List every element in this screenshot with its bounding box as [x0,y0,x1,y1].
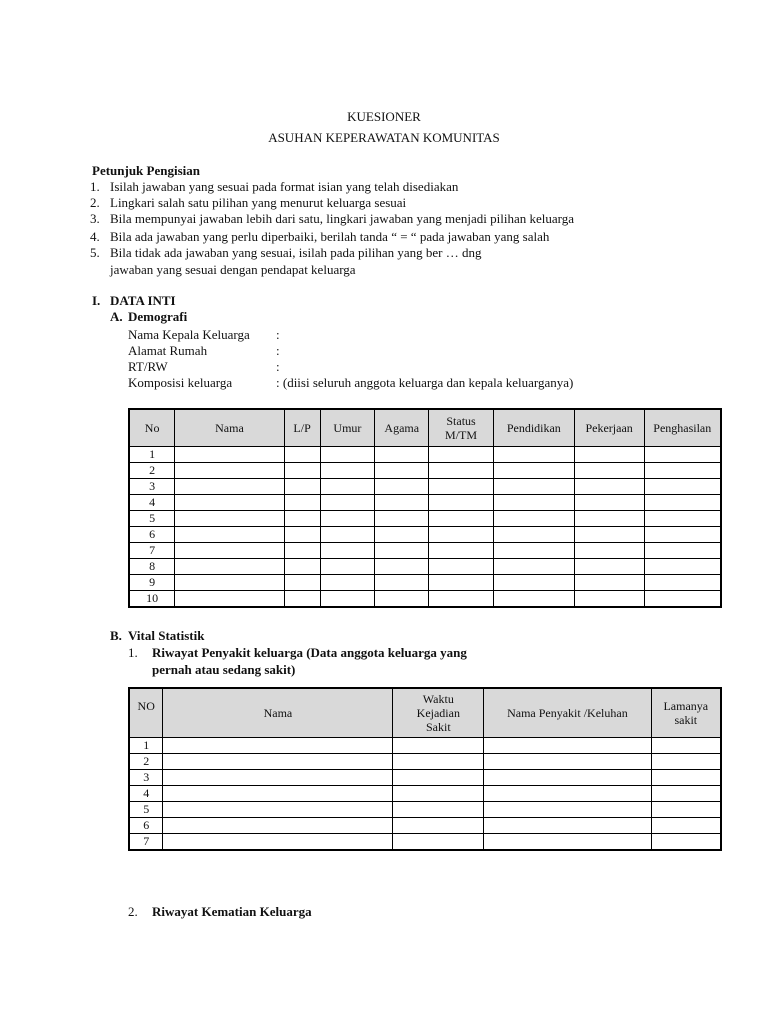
table-row [129,785,721,801]
table-cell [429,478,494,494]
table-cell [320,446,375,462]
table-cell [375,526,429,542]
field-value: : [276,327,280,342]
table-cell [163,769,393,785]
table-cell [574,462,644,478]
table-cell [493,590,574,607]
table-cell [651,785,721,801]
table-cell [429,542,494,558]
document-subtitle: ASUHAN KEPERAWATAN KOMUNITAS [268,130,500,145]
table-cell [320,462,375,478]
row-number: 9 [129,574,175,590]
table-cell [429,462,494,478]
instruction-text: Bila tidak ada jawaban yang sesuai, isilah pada pilihan yang ber … dng [110,245,482,260]
instruction-item [90,229,550,245]
column-header: Nama Penyakit /Keluhan [484,688,651,737]
table-row [129,590,721,607]
table-row [129,833,721,850]
table-cell [493,542,574,558]
table-cell [175,526,284,542]
column-header: Pendidikan [493,409,574,446]
row-number: 6 [129,817,163,833]
table-cell [375,462,429,478]
column-header-line: Lamanya [663,698,709,713]
instruction-item [90,179,459,195]
column-header-line: Status [446,413,476,428]
row-number: 7 [129,833,163,850]
column-header: NO [129,688,163,737]
table-cell [644,574,721,590]
table-cell [175,542,284,558]
row-number: 6 [129,526,175,542]
table-row [129,462,721,478]
table-cell [175,446,284,462]
table-cell [375,446,429,462]
instruction-item [90,211,575,227]
table-cell [574,494,644,510]
table-cell [284,462,320,478]
field-label: Komposisi keluarga [128,375,233,390]
table-cell [375,574,429,590]
row-number: 1 [129,446,175,462]
column-header-line: sakit [674,712,698,727]
table-cell [284,574,320,590]
instruction-text: Bila mempunyai jawaban lebih dari satu, lingkari jawaban yang menjadi pilihan keluarga [110,211,575,226]
table-cell [493,526,574,542]
section-number: I. [92,293,101,308]
table-cell [163,785,393,801]
table-cell [644,462,721,478]
table-row [129,494,721,510]
instruction-item [90,245,482,261]
row-number: 8 [129,558,175,574]
column-header: Pekerjaan [574,409,644,446]
instruction-text: Bila ada jawaban yang perlu diperbaiki, berilah tanda “ = “ pada jawaban yang salah [110,229,550,244]
table-cell [163,817,393,833]
table-cell [163,753,393,769]
table-cell [320,494,375,510]
table-cell [393,737,484,753]
row-number: 2 [129,462,175,478]
table-row [129,574,721,590]
table-cell [393,817,484,833]
table-cell [175,574,284,590]
column-header-line: Kejadian [416,705,460,720]
table-cell [429,446,494,462]
row-number: 3 [129,478,175,494]
table-cell [175,478,284,494]
table-cell [175,494,284,510]
row-number: 3 [129,769,163,785]
field-value: : (diisi seluruh anggota keluarga dan kepala keluarganya) [276,375,574,390]
table-row [129,558,721,574]
instruction-continuation: jawaban yang sesuai dengan pendapat keluarga [110,262,356,277]
table-cell [493,494,574,510]
table-cell [284,542,320,558]
table-cell [175,510,284,526]
table-cell [375,478,429,494]
table-cell [163,737,393,753]
table-cell [284,590,320,607]
table-cell [284,526,320,542]
item-title-cont: pernah atau sedang sakit) [152,662,296,677]
table-cell [429,574,494,590]
subsection-label: A. [110,309,123,324]
table-cell [574,478,644,494]
table-cell [175,558,284,574]
table-cell [284,558,320,574]
field-label: Alamat Rumah [128,343,208,358]
table-cell [484,753,651,769]
table-cell [574,542,644,558]
table-row [129,510,721,526]
instruction-number: 5. [90,245,100,260]
table-cell [320,542,375,558]
instruction-number: 4. [90,229,100,244]
row-number: 5 [129,801,163,817]
table-cell [493,510,574,526]
table-cell [484,785,651,801]
table-cell [429,526,494,542]
table-cell [484,769,651,785]
table-cell [493,478,574,494]
table-cell [320,590,375,607]
section-title: DATA INTI [110,293,176,308]
item-number: 1. [128,645,138,660]
instruction-number: 1. [90,179,100,194]
item-number: 2. [128,904,138,919]
table-cell [393,801,484,817]
column-header: Nama [163,688,393,737]
field-label: Nama Kepala Keluarga [128,327,250,342]
table-cell [175,590,284,607]
table-cell [493,446,574,462]
table-row [129,753,721,769]
table-cell [320,526,375,542]
table-cell [484,833,651,850]
instructions-heading: Petunjuk Pengisian [92,163,200,178]
table-cell [320,574,375,590]
table-cell [644,558,721,574]
table-cell [574,510,644,526]
table-cell [574,558,644,574]
table-cell [651,769,721,785]
table-cell [644,526,721,542]
table-cell [651,753,721,769]
table-cell [574,590,644,607]
family-composition-table [128,408,722,608]
table-cell [644,478,721,494]
table-cell [320,478,375,494]
row-number: 4 [129,785,163,801]
item-title: Riwayat Penyakit keluarga (Data anggota keluarga yang [152,645,467,660]
table-cell [375,494,429,510]
field-value: : [276,359,280,374]
table-cell [175,462,284,478]
table-cell [651,817,721,833]
column-header: Umur [320,409,375,446]
table-cell [484,801,651,817]
table-cell [644,494,721,510]
table-row [129,737,721,753]
column-header: No [129,409,175,446]
table-cell [644,590,721,607]
subsection-label: B. [110,628,122,643]
row-number: 5 [129,510,175,526]
row-number: 2 [129,753,163,769]
table-row [129,817,721,833]
table-cell [574,574,644,590]
table-cell [284,494,320,510]
column-header: Agama [375,409,429,446]
table-cell [393,833,484,850]
column-header-lama [651,688,721,737]
instruction-number: 2. [90,195,100,210]
document-title: KUESIONER [347,109,421,124]
subsection-title: Vital Statistik [128,628,205,643]
table-cell [375,558,429,574]
column-header: Penghasilan [644,409,721,446]
table-cell [644,446,721,462]
table-cell [429,494,494,510]
table-cell [393,753,484,769]
column-header: Nama [175,409,284,446]
illness-history-table [128,687,722,851]
table-cell [429,558,494,574]
table-cell [574,446,644,462]
table-row [129,478,721,494]
instruction-text: Isilah jawaban yang sesuai pada format isian yang telah disediakan [110,179,459,194]
table-cell [393,785,484,801]
field-label: RT/RW [128,359,168,374]
table-cell [320,558,375,574]
row-number: 4 [129,494,175,510]
table-cell [574,526,644,542]
table-cell [644,542,721,558]
table-header-row [129,409,721,446]
table-cell [484,817,651,833]
item-title: Riwayat Kematian Keluarga [152,904,312,919]
row-number: 10 [129,590,175,607]
table-header-row [129,688,721,737]
table-cell [429,510,494,526]
table-cell [163,801,393,817]
column-header-status [429,409,494,446]
table-cell [163,833,393,850]
table-cell [651,833,721,850]
table-cell [375,542,429,558]
table-cell [493,558,574,574]
row-number: 1 [129,737,163,753]
table-cell [493,462,574,478]
column-header-line: M/TM [445,427,478,442]
row-number: 7 [129,542,175,558]
table-cell [284,510,320,526]
table-cell [651,801,721,817]
field-value: : [276,343,280,358]
table-row [129,769,721,785]
column-header-line: Sakit [425,719,451,734]
table-cell [484,737,651,753]
table-row [129,526,721,542]
table-row [129,801,721,817]
table-cell [284,478,320,494]
instruction-text: Lingkari salah satu pilihan yang menurut keluarga sesuai [110,195,407,210]
instruction-item [90,195,407,211]
table-cell [375,510,429,526]
table-row [129,542,721,558]
table-cell [429,590,494,607]
table-cell [493,574,574,590]
table-cell [651,737,721,753]
table-cell [375,590,429,607]
subsection-title: Demografi [128,309,188,324]
table-row [129,446,721,462]
column-header-waktu [393,688,484,737]
table-cell [320,510,375,526]
column-header-line: Waktu [422,691,454,706]
table-cell [393,769,484,785]
table-cell [284,446,320,462]
table-cell [644,510,721,526]
instruction-number: 3. [90,211,100,226]
column-header: L/P [284,409,320,446]
